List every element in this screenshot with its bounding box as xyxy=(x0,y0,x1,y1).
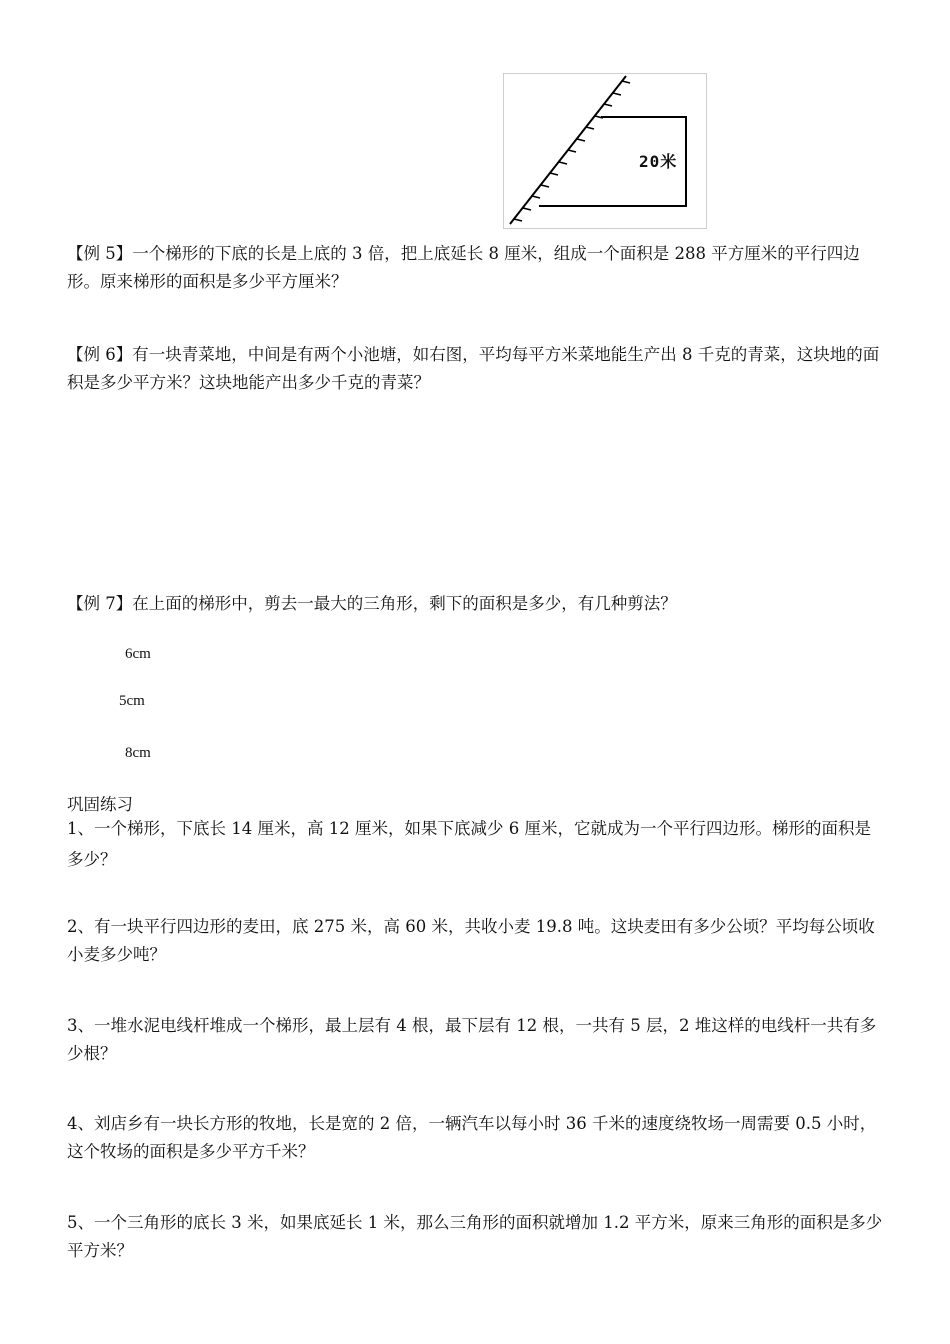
practice-item-3: 3、一堆水泥电线杆堆成一个梯形，最上层有 4 根，最下层有 12 根，一共有 5 层，2 堆这样的电线杆一共有多少根？ xyxy=(67,1016,877,1063)
example-7: 【例 7】在上面的梯形中，剪去一最大的三角形，剩下的面积是多少，有几种剪法？ xyxy=(67,594,677,613)
practice-item-2: 2、有一块平行四边形的麦田，底 275 米，高 60 米，共收小麦 19.8 吨。这块麦田有多少公顷？平均每公顷收小麦多少吨？ xyxy=(67,917,875,964)
figure-dimension-label: 20米 xyxy=(639,152,678,171)
wall-hatching xyxy=(514,81,630,221)
practice-item-5: 5、一个三角形的底长 3 米，如果底延长 1 米，那么三角形的面积就增加 1.2 平方米，原来三角形的面积是多少平方米？ xyxy=(67,1213,883,1260)
practice-heading: 巩固练习 xyxy=(67,795,133,814)
trapezoid-height-label: 5cm xyxy=(119,693,145,709)
example-5: 【例 5】一个梯形的下底的长是上底的 3 倍，把上底延长 8 厘米，组成一个面积是 288 平方厘米的平行四边形。原来梯形的面积是多少平方厘米？ xyxy=(67,244,860,291)
practice-item-4: 4、刘店乡有一块长方形的牧地，长是宽的 2 倍，一辆汽车以每小时 36 千米的速度绕牧场一周需要 0.5 小时，这个牧场的面积是多少平方千米？ xyxy=(67,1114,877,1161)
wall-figure xyxy=(503,73,707,229)
practice-item-1: 1、一个梯形，下底长 14 厘米，高 12 厘米，如果下底减少 6 厘米，它就成为一个平行四边形。梯形的面积是多少？ xyxy=(67,819,871,869)
example-6: 【例 6】有一块青菜地，中间是有两个小池塘，如右图，平均每平方米菜地能生产出 8 千克的青菜，这块地的面积是多少平方米？这块地能产出多少千克的青菜？ xyxy=(67,345,880,392)
trapezoid-bottom-label: 8cm xyxy=(125,745,151,761)
trapezoid-top-label: 6cm xyxy=(125,646,151,662)
wall-diagram xyxy=(504,74,708,230)
